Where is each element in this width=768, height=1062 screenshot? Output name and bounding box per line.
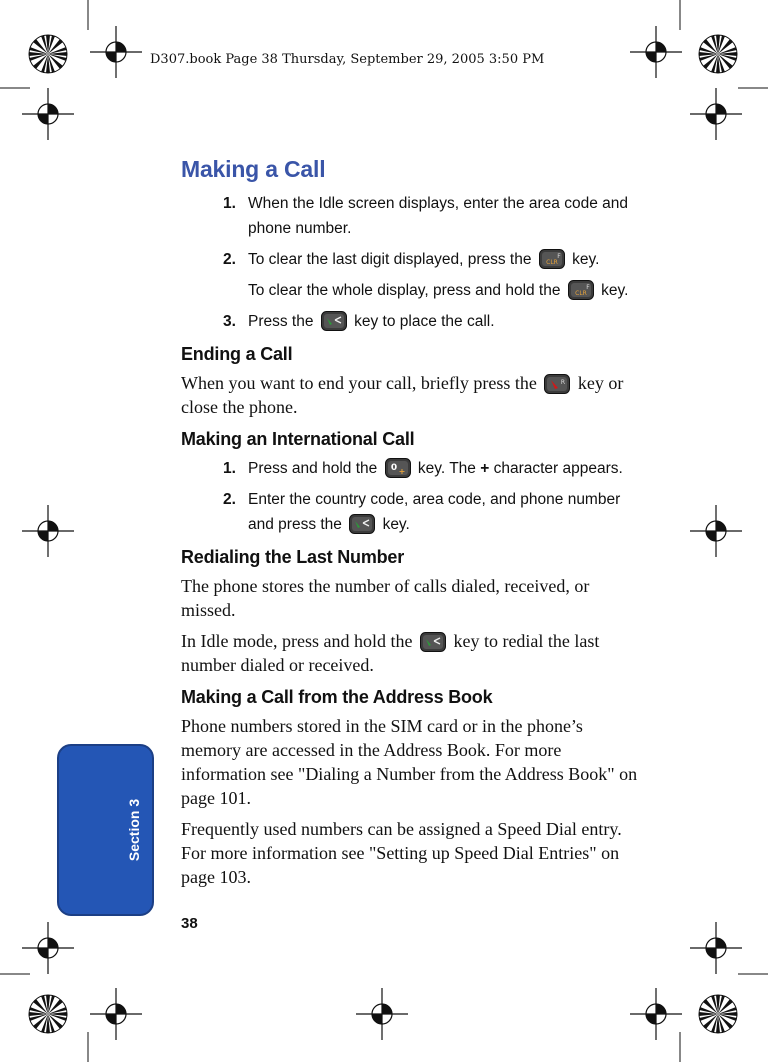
note-text-pre: To clear the whole display, press and hold the [248,282,561,299]
page-content [181,156,641,896]
starburst-bottom-right-icon [698,994,738,1034]
paragraph-text-pre: In Idle mode, press and hold the [181,631,413,651]
making-call-step-2-note [181,278,641,303]
starburst-top-left-icon [28,34,68,74]
send-key-icon [349,514,375,534]
paragraph-text-post: key to redial the last number dialed or received. [181,631,600,675]
step-text-pre: Enter the country code, area code, and phone number and press the [248,491,621,533]
registration-mark-top-left-icon [90,26,142,78]
redial-paragraph-1: The phone stores the number of calls dialed, received, or missed. [181,576,590,620]
registration-mark-bottom-left-icon [90,988,142,1040]
end-key-icon [544,374,570,394]
step-number: 2. [223,251,236,268]
step-text-post: key. [572,251,600,268]
step-text-pre: Press and hold the [248,460,378,477]
svg-text:+: + [398,467,405,476]
address-book-heading: Making a Call from the Address Book [181,687,493,707]
step-text-post: character appears. [493,460,623,477]
paragraph-text-post: key or close the phone. [181,373,624,417]
print-header: D307.book Page 38 Thursday, September 29, 2005 3:50 PM [150,52,545,67]
paragraph-text-pre: When you want to end your call, briefly press the [181,373,537,393]
step-text-post: key. [382,516,410,533]
svg-text:0: 0 [390,463,397,473]
plus-character: + [480,460,490,477]
ending-call-heading: Ending a Call [181,344,293,364]
international-step-2 [181,487,641,537]
note-text-post: key. [601,282,629,299]
step-text-pre: Press the [248,313,314,330]
ending-call-paragraph [181,371,641,419]
step-number: 3. [223,313,236,330]
registration-mark-bottom-center-icon [356,988,408,1040]
step-number: 1. [223,195,236,212]
svg-text:F: F [586,284,590,291]
registration-mark-upper-right-icon [690,88,742,140]
making-call-step-2 [181,247,641,272]
step-text: When the Idle screen displays, enter the area code and phone number. [248,195,628,237]
page-title: Making a Call [181,156,326,182]
clr-key-icon [539,249,565,269]
redial-paragraph-2 [181,629,641,677]
starburst-top-right-icon [698,34,738,74]
step-number: 2. [223,491,236,508]
registration-mark-lower-left-icon [22,922,74,974]
step-text-post: key to place the call. [354,313,495,330]
svg-text:F: F [557,253,561,260]
zero-plus-key-icon [385,458,411,478]
starburst-bottom-left-icon [28,994,68,1034]
address-book-paragraph-1: Phone numbers stored in the SIM card or in the phone’s memory are accessed in the Address Book. For more information see "Dialing a Number from the Address Book" on page 101. [181,716,638,808]
making-call-step-1 [181,191,641,241]
registration-mark-lower-right-icon [690,922,742,974]
address-book-paragraph-2: Frequently used numbers can be assigned a Speed Dial entry. For more information see "Setting up Speed Dial Entries" on page 103. [181,819,622,887]
registration-mark-mid-right-icon [690,505,742,557]
clr-key-icon [568,280,594,300]
registration-mark-upper-left-icon [22,88,74,140]
registration-mark-top-right-icon [630,26,682,78]
registration-mark-bottom-right-icon [630,988,682,1040]
step-text-mid: key. The [417,460,476,477]
step-number: 1. [223,460,236,477]
svg-text:CLR: CLR [574,290,587,297]
international-call-heading: Making an International Call [181,429,415,449]
making-call-step-3 [181,309,641,334]
registration-mark-mid-left-icon [22,505,74,557]
redial-heading: Redialing the Last Number [181,547,405,567]
step-text-pre: To clear the last digit displayed, press the [248,251,532,268]
international-step-1 [181,456,641,481]
svg-text:R: R [561,379,566,386]
send-key-icon [321,311,347,331]
send-key-icon [420,632,446,652]
page-number: 38 [181,915,198,932]
svg-text:CLR: CLR [545,259,558,266]
section-tab-label: Section 3 [126,798,142,862]
